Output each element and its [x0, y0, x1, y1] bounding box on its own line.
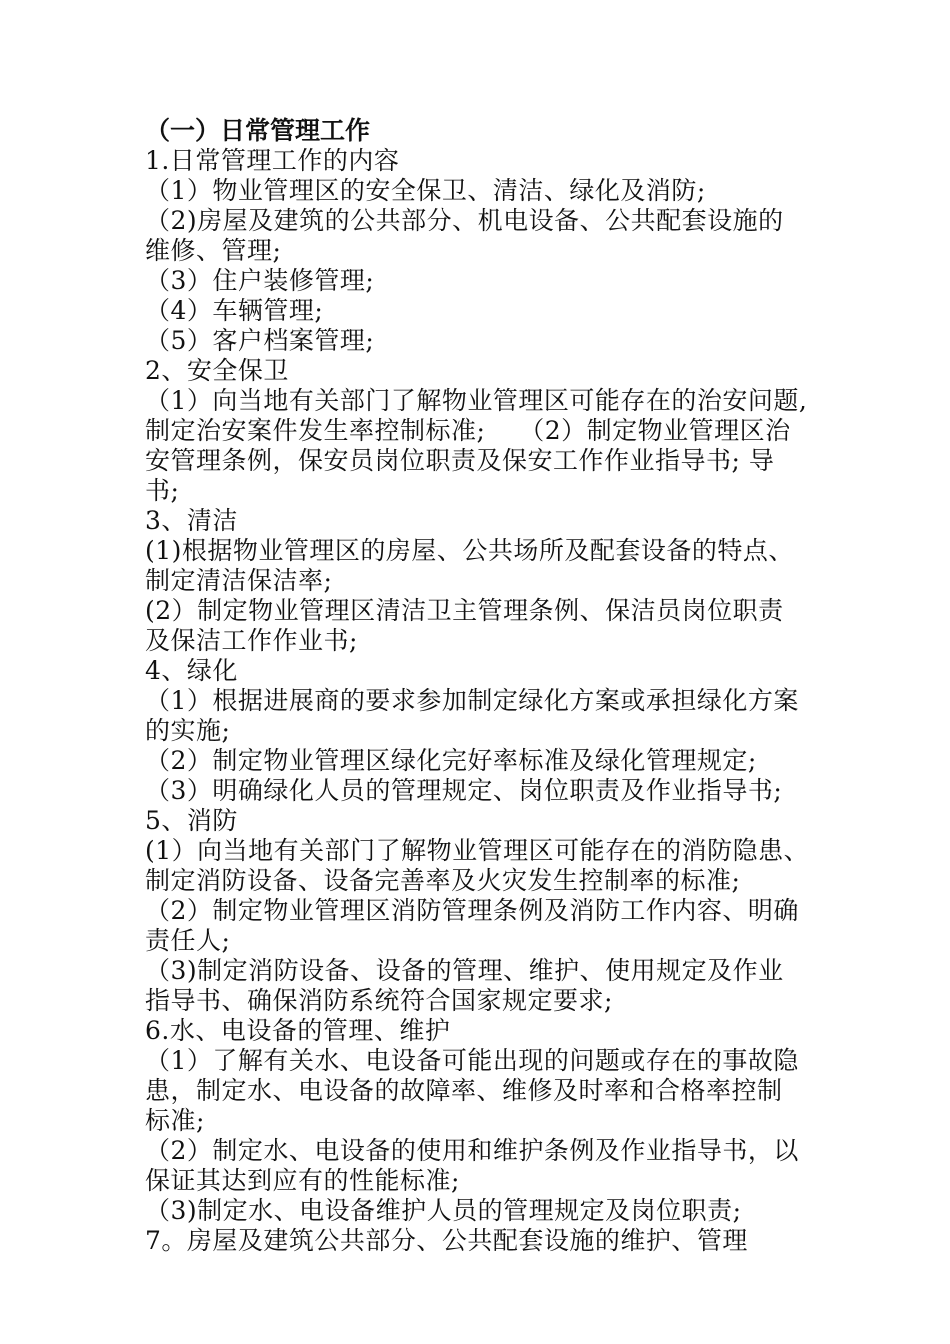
text-line: 责任人; — [145, 926, 231, 955]
text-line: 7。房屋及建筑公共部分、公共配套设施的维护、管理 — [145, 1226, 748, 1255]
text-line: 2、安全保卫 — [145, 356, 289, 385]
text-line: 1.日常管理工作的内容 — [145, 146, 400, 175]
text-line: （1）物业管理区的安全保卫、清洁、绿化及消防; — [145, 176, 706, 205]
text-line: 指导书、确保消防系统符合国家规定要求; — [145, 986, 613, 1015]
text-line: （3)制定消防设备、设备的管理、维护、使用规定及作业 — [145, 956, 784, 985]
text-line: （1）向当地有关部门了解物业管理区可能存在的治安问题, — [145, 386, 808, 415]
text-line: 6.水、电设备的管理、维护 — [145, 1016, 451, 1045]
text-line: （1）根据进展商的要求参加制定绿化方案或承担绿化方案 — [145, 686, 799, 715]
text-line: 患，制定水、电设备的故障率、维修及时率和合格率控制 — [145, 1076, 783, 1105]
text-line: （3)制定水、电设备维护人员的管理规定及岗位职责; — [145, 1196, 742, 1225]
text-line: 4、绿化 — [145, 656, 238, 685]
text-line: 保证其达到应有的性能标准; — [145, 1166, 460, 1195]
text-line: (1）向当地有关部门了解物业管理区可能存在的消防隐患、 — [145, 836, 810, 865]
text-line: 制定清洁保洁率; — [145, 566, 333, 595]
text-line: （2)房屋及建筑的公共部分、机电设备、公共配套设施的 — [145, 206, 784, 235]
text-line: 安管理条例，保安员岗位职责及保安工作作业指导书; 导 — [145, 446, 775, 475]
text-line: 5、消防 — [145, 806, 238, 835]
text-line: 制定消防设备、设备完善率及火灾发生控制率的标准; — [145, 866, 741, 895]
text-line: （5）客户档案管理; — [145, 326, 375, 355]
text-line: 的实施; — [145, 716, 231, 745]
text-line: （3）明确绿化人员的管理规定、岗位职责及作业指导书; — [145, 776, 783, 805]
document-body — [145, 116, 825, 1256]
section-heading: （一）日常管理工作 — [145, 116, 371, 145]
text-line: 及保洁工作作业书; — [145, 626, 358, 655]
text-line: 书; — [145, 476, 180, 505]
text-line: （1）了解有关水、电设备可能出现的问题或存在的事故隐 — [145, 1046, 799, 1075]
text-line: （4）车辆管理; — [145, 296, 324, 325]
text-line: 3、清洁 — [145, 506, 238, 535]
text-line: (2）制定物业管理区清洁卫主管理条例、保洁员岗位职责 — [145, 596, 784, 625]
text-line: （2）制定物业管理区消防管理条例及消防工作内容、明确 — [145, 896, 799, 925]
text-line: 维修、管理; — [145, 236, 282, 265]
text-line: （3）住户装修管理; — [145, 266, 375, 295]
text-line: 标准; — [145, 1106, 205, 1135]
text-line: （2）制定物业管理区绿化完好率标准及绿化管理规定; — [145, 746, 757, 775]
text-line: 制定治安案件发生率控制标准; （2）制定物业管理区治 — [145, 416, 791, 445]
text-line: (1)根据物业管理区的房屋、公共场所及配套设备的特点、 — [145, 536, 794, 565]
text-line: （2）制定水、电设备的使用和维护条例及作业指导书，以 — [145, 1136, 799, 1165]
